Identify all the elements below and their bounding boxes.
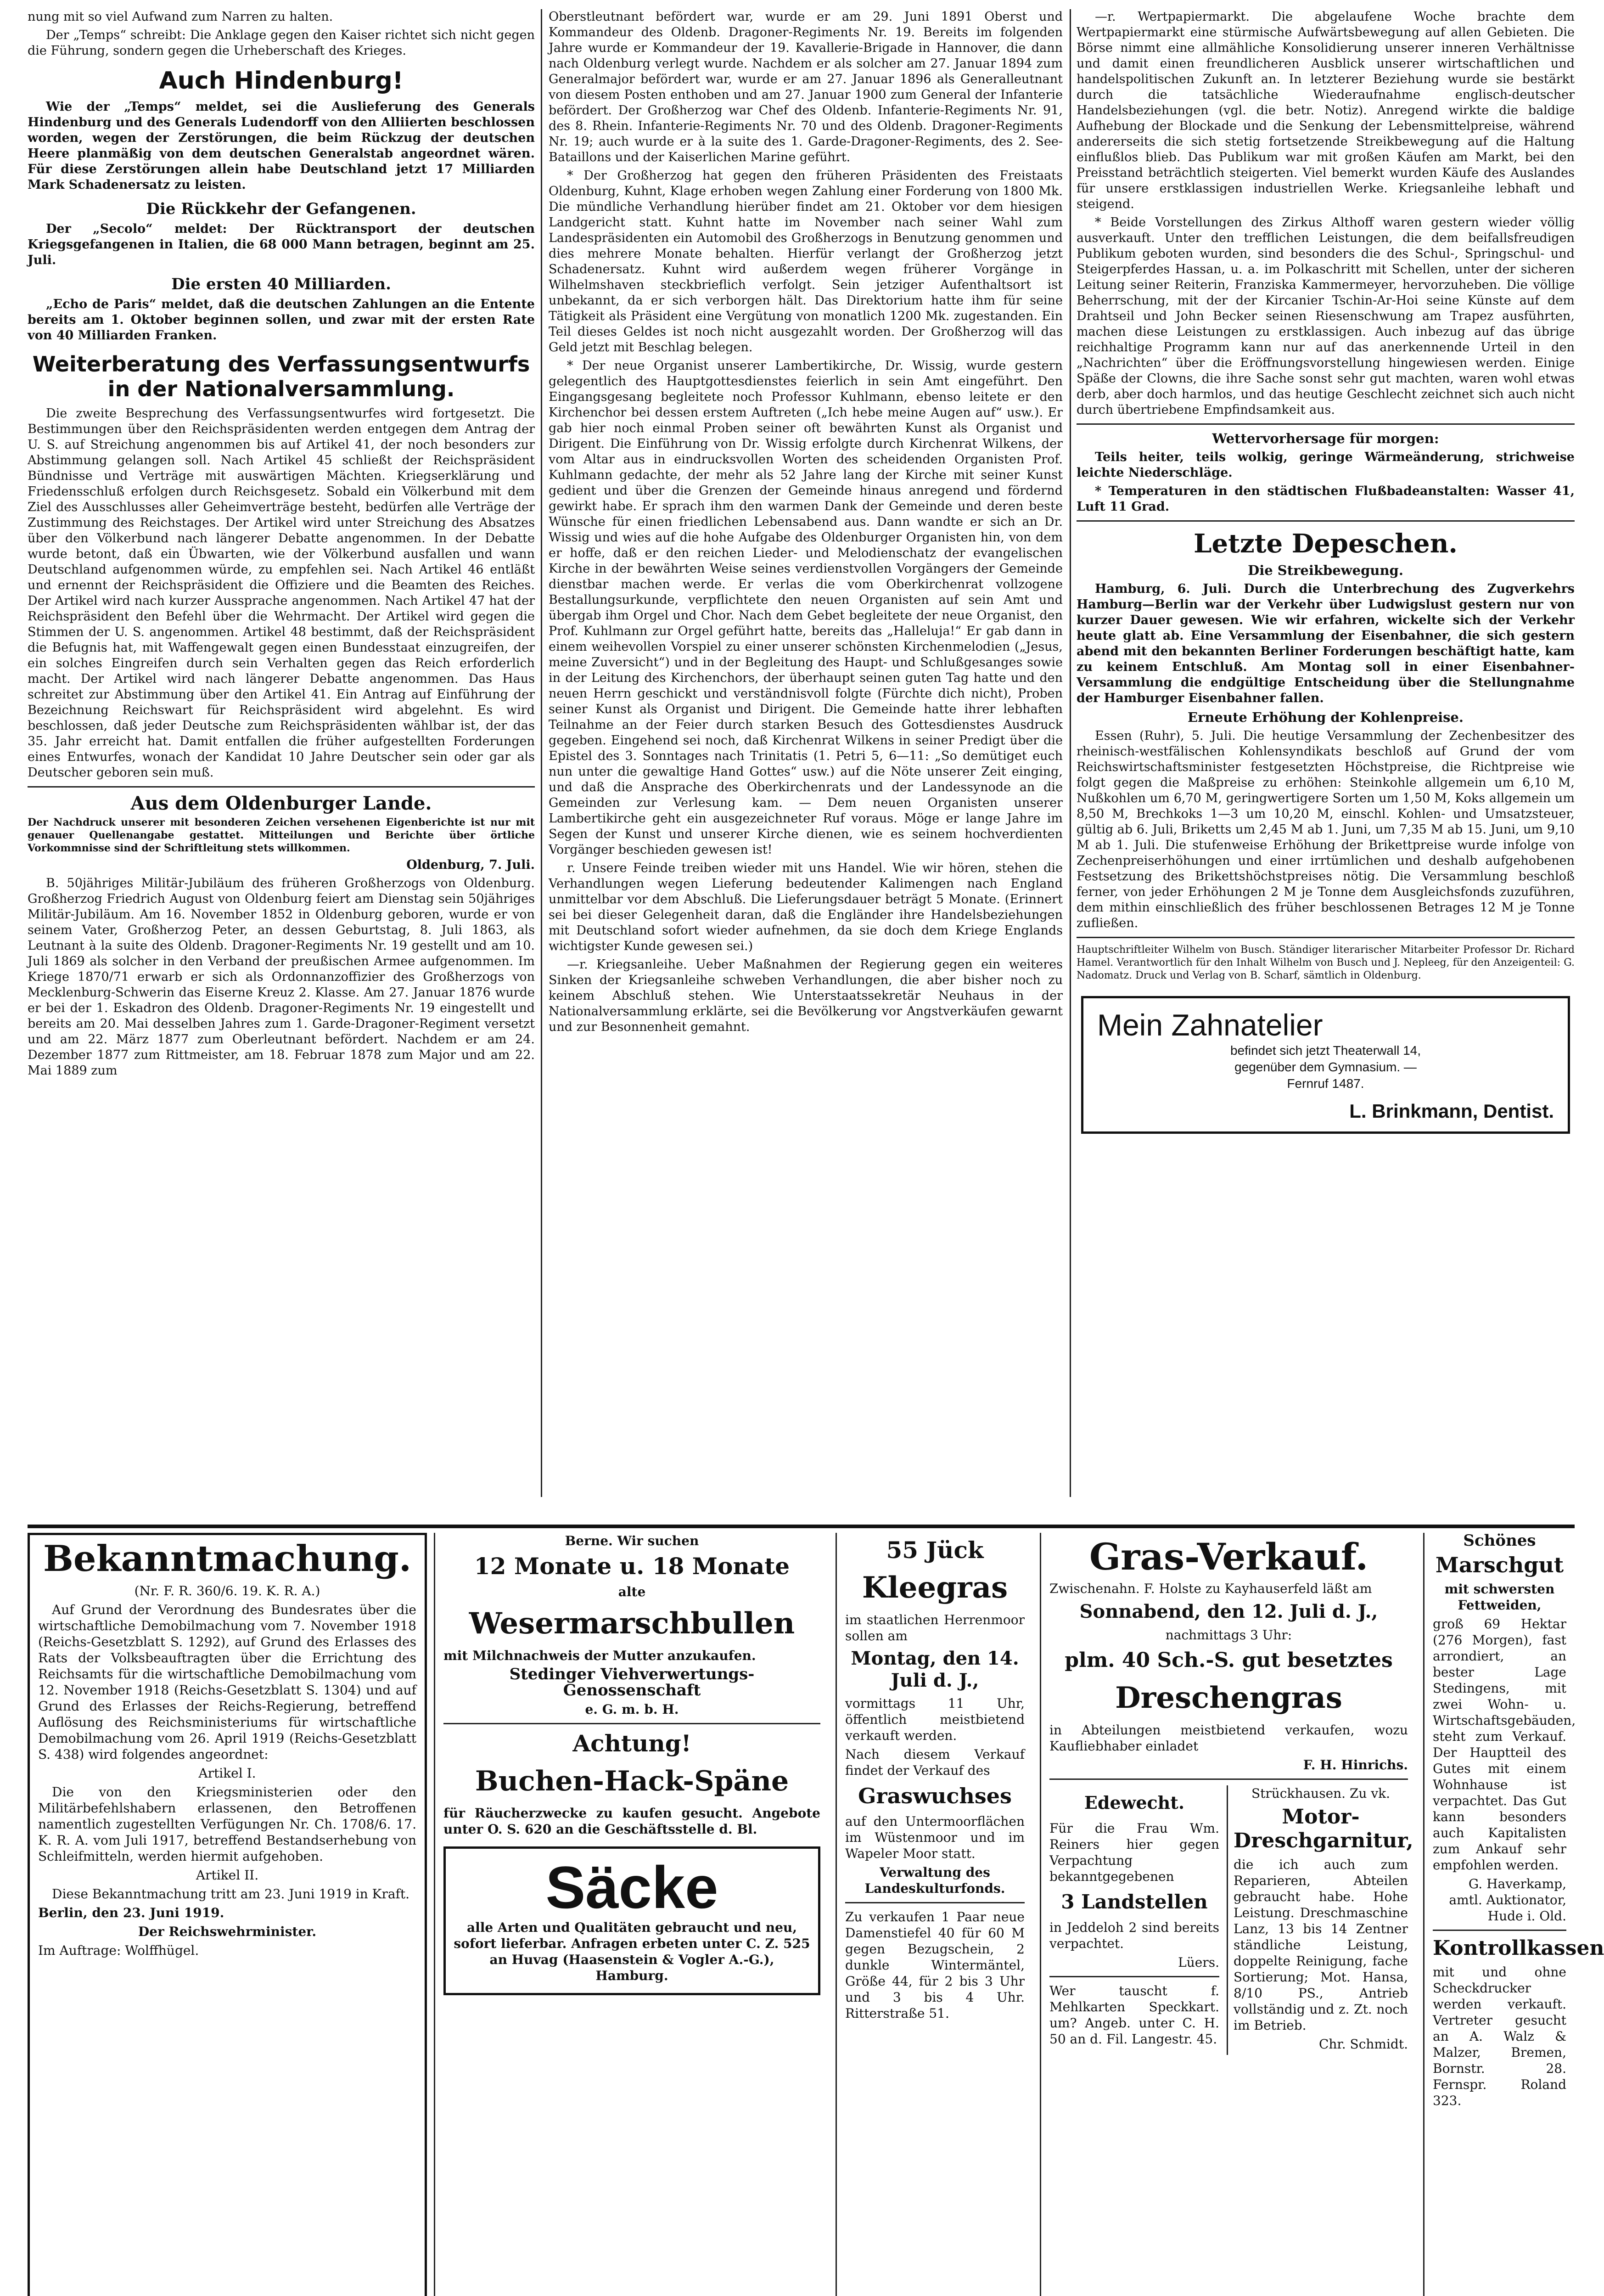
klee-l2: vormittags 11 Uhr, öffentlich meistbietend verkauft werden.	[845, 1696, 1025, 1743]
article-organist: * Der neue Organist unserer Lambertikirche, Dr. Wissig, wurde gestern gelegentlich des Hauptgottesdienstes feierlich in sein Amt eingeführt. Den Eingangsgesang begleitete noch Professor Kuhlmann, ebenso leitete er den Kirchenchor bei dessen erstem Auftreten („Ich hebe meine Augen auf“ usw.). Er gab hier noch einmal Proben seiner oft bewährten Kunst als Organist und Dirigent. Die Einführung von Dr. Wissig erfolgte durch Kirchenrat Wilkens, der vom Altar aus in eindrucksvollen Worten des scheidenden Organisten Prof. Kuhlmann gedachte, der mehr als 52 Jahre lang der Kirche mit seiner Kunst gedient und über die Grenzen der Gemeinde hinaus anregend und fördernd gewirkt habe. Er sprach ihm den warmen Dank der Gemeinde und deren beste Wünsche für einen friedlichen Lebensabend aus. Dann wandte er sich an Dr. Wissig und wies auf die hohe Aufgabe des Oldenburger Organisten hin, von dem er hoffe, daß er den reichen Lieder- und Melodienschatz der evangelischen Kirche in der bewährten Weise seines verdienstvollen Vorgängers der Gemeinde dienstbar machen werde. Er verlas die vom Oberkirchenrat vollzogene Bestallungsurkunde, verpflichtete den neuen Organisten auf sein Amt und übergab ihm Orgel und Chor. Nach dem Gebet begleitete der neue Organist, den Prof. Kuhlmann zur Orgel geführt hatte, bereits das „Halleluja!“ Er gab dann in einem weihevollen Vorspiel zu einer unserer schönsten Kirchenmelodien („Jesus, meine Zuversicht“) und in der Begleitung des Haupt- und Schlußgesanges sowie in der Leitung des Kirchenchors, der überhaupt seinen guten Tag hatte und den neuen Herrn geschickt und verständnisvoll folgte (Fürchte dich nicht), Proben seiner Kunst als Organist und Dirigent. Die Gemeinde hatte ihrer lebhaften Teilnahme an der Feier durch starken Besuch des Gottesdienstes Ausdruck gegeben. Eingehend sei noch, daß Kirchenrat Wilkens in seiner Predigt über die Epistel des 3. Sonntages nach Trinitatis (1. Petri 5, 6—11: „So demütiget euch nun unter die gewaltige Hand Gottes“ usw.) auf die Nöte unserer Zeit einging, und daß die Ansprache des Oberkirchenrats und der Landessynode an die Gemeinden zur Verlesung kam. — Dem neuen Organisten unserer Lambertikirche geht ein ausgezeichneter Ruf voraus. Möge er lange Jahre im Segen der Kunst und unserer Kirche dienen, wie es seinem hochverdienten Vorgänger beschieden gewesen ist!	[549, 359, 1063, 857]
divider	[443, 1723, 820, 1724]
oldenburg-note: Der Nachdruck unserer mit besonderen Zeichen versehenen Eigenberichte ist nur mit genauer Quellenangabe gestattet. Mitteilungen und Berichte über örtliche Vorkommnisse sind der Schriftleitung stets willkommen.	[28, 816, 535, 854]
bek-art2: Artikel II.	[196, 1868, 259, 1883]
article-streik: Hamburg, 6. Juli. Durch die Unterbrechung des Zugverkehrs Hamburg—Berlin war der Verkehr über Ludwigslust gestern nur von kurzer Dauer gewesen. Wie wir erfahren, wickelte sich der Verkehr heute glatt ab. Eine Versammlung der Eisenbahner, die sich gestern abend mit den bekannten Berliner Forderungen beschäftigt hatte, kam zu keinem Entschluß. Am Montag soll in einer Eisenbahner-Versammlung die endgültige Entscheidung über die Stellungnahme der Hamburger Eisenbahner fallen.	[1077, 582, 1575, 705]
ad-bekanntmachung	[28, 1533, 427, 2296]
ad-edewecht	[1049, 1785, 1219, 2055]
bulle-top: Berne. Wir suchen	[565, 1533, 699, 1548]
gras-sig: F. H. Hinrichs.	[1303, 1757, 1408, 1773]
zahn-line-2: gegenüber dem Gymnasium. —	[1234, 1060, 1417, 1074]
ad-motor	[1227, 1785, 1413, 2055]
article-temperatur: * Temperaturen in den städtischen Flußbadeanstalten: Wasser 41, Luft 11 Grad.	[1077, 484, 1575, 514]
ad-grasverkauf	[1040, 1533, 1416, 2296]
zahn-line-3: Fernruf 1487.	[1287, 1076, 1364, 1091]
achtung: Achtung!	[572, 1730, 691, 1757]
marsch-sig: G. Haverkamp, amtl. Auktionator, Hude i. Old.	[1449, 1876, 1566, 1924]
article-wertpapier: —r. Wertpapiermarkt. Die abgelaufene Woche brachte dem Wertpapiermarkt eine stürmische Aufwärtsbewegung auf allen Gebieten. Die Börse nimmt eine allmähliche Konsolidierung unserer inneren Verhältnisse und damit einen freundlicheren Ausblick unserer wirtschaftlichen und handelspolitischen Zukunft an. In letzterer Beziehung wurde sie bestärkt durch die tatsächliche Wiederaufnahme englisch-deutscher Handelsbeziehungen (vgl. die betr. Notiz). Anregend wirkte die baldige Aufhebung der Blockade und die Senkung der Lebensmittelpreise, während andererseits die sich stetig fortsetzende Streikbewegung auf die Haltung einflußlos blieb. Das Publikum war mit großen Käufen am Markt, bei den Preisstand beträchtlich steigerten. Viel bemerkt wurden Käufe des Auslandes für unsere erstklassigen industriellen Werke. Kriegsanleihe lebhaft und steigend.	[1077, 10, 1575, 211]
article-kriegsanleihe: —r. Kriegsanleihe. Ueber Maßnahmen der Regierung gegen ein weiteres Sinken der Kriegsanleihe schweben Verhandlungen, die aber bisher noch zu keinem Abschluß stehen. Wie Unterstaatssekretär Neuhaus in der Nationalversammlung erklärte, sei die Bevölkerung vor Angstverkäufen gewarnt und zur Besonnenheit gemahnt.	[549, 957, 1063, 1034]
bulle-firm2: e. G. m. b. H.	[585, 1702, 679, 1717]
spaene-body: für Räucherzwecke zu kaufen gesucht. Angebote unter O. S. 620 an die Geschäftsstelle d. Bl.	[443, 1806, 820, 1837]
landstellen: 3 Landstellen	[1061, 1891, 1208, 1913]
zahn-line-1: befindet sich jetzt Theaterwall 14,	[1230, 1043, 1421, 1058]
ad-kleegras	[836, 1533, 1033, 2296]
column-3	[1077, 9, 1575, 1511]
divider	[1433, 1930, 1566, 1931]
article-jubilaeum-cont: Oberstleutnant befördert war, wurde er am 29. Juni 1891 Oberst und Kommandeur des Oldenb. Dragoner-Regiments Nr. 19. Bereits im folgenden Jahre wurde er Kommandeur der 19. Kavallerie-Brigade in Hannover, die dann nach Oldenburg verlegt wurde. Nachdem er als solcher am 27. Januar 1894 zum Generalmajor befördert war, wurde er am 27. Januar 1896 als Generalleutnant von diesem Posten enthoben und am 27. Januar 1900 zum General der Infanterie befördert. Der Großherzog war Chef des Oldenb. Infanterie-Regiments Nr. 91, des 8. Rhein. Infanterie-Regiments Nr. 70 und des Oldenb. Dragoner-Regiments Nr. 19; auch wurde er à la suite des 1. Garde-Dragoner-Regiments, des 2. See-Bataillons und der Kaiserlichen Marine geführt.	[549, 10, 1063, 164]
bek-sig2: Im Auftrage: Wolffhügel.	[38, 1943, 199, 1958]
zahn-title: Mein Zahnatelier	[1097, 1008, 1323, 1042]
headline-kohle: Erneute Erhöhung der Kohlenpreise.	[1188, 709, 1464, 725]
marsch-body: groß 69 Hektar (276 Morgen), fast arrondiert, an bester Lage Stedingens, mit zwei Wohn- u. Wirtschaftsgebäuden, steht zum Verkauf. Der Hauptteil des Gutes mit einem Wohnhause ist verpachtet. Das Gut kann besonders auch Kapitalisten zum Ankauf sehr empfohlen werden.	[1433, 1616, 1576, 1873]
column-rule	[1070, 9, 1071, 1497]
divider	[845, 1902, 1025, 1903]
ad-marschgut	[1423, 1531, 1604, 2296]
headline-verfassung: Weiterberatung des Verfassungsentwurfs in der Nationalversammlung.	[32, 352, 530, 401]
ad-saecke	[443, 1846, 820, 1995]
article-kuhnt: * Der Großherzog hat gegen den früheren Präsidenten des Freistaats Oldenburg, Kuhnt, Klage erhoben wegen Zahlung einer Forderung von 1800 Mk. Die mündliche Verhandlung hierüber findet am 21. Oktober vor dem hiesigen Landgericht statt. Kuhnt hatte im November nach seiner Wahl zum Landespräsidenten ein Automobil des Großherzogs in Benutzung genommen und dies mehrere Monate behalten. Hierfür verlangt der Großherzog jetzt Schadenersatz. Kuhnt wird außerdem wegen früherer Vorgänge in Wilhelmshaven steckbrieflich verfolgt. Sein jetziger Aufenthaltsort ist unbekannt, da er sich verborgen hält. Das Direktorium hatte ihm für seine Tätigkeit als Präsident eine Vergütung von monatlich 1200 Mk. zugestanden. Ein Teil dieses Geldes ist noch nicht ausgezahlt worden. Der Großherzog will das Geld jetzt mit Beschlag belegen.	[549, 169, 1063, 355]
article-milliarden: „Echo de Paris“ meldet, daß die deutschen Zahlungen an die Entente bereits am 1. Oktober beginnen sollen, und zwar mit der ersten Rate von 40 Milliarden Franken.	[28, 297, 535, 343]
ad-zahnatelier	[1081, 996, 1570, 1134]
gras-title: Gras-Verkauf.	[1089, 1535, 1368, 1578]
bek-ref: (Nr. F. R. 360/6. 19. K. R. A.)	[134, 1583, 320, 1598]
motor-body: die ich auch zum Reparieren, Abteilen gebraucht habe. Hohe Leistung. Dreschmaschine Lanz, 13 bis 14 Zentner ständliche Leistung, doppelte Reinigung, fache Sortierung; Mot. Hansa, 8/10 PS., Antrieb vollständig und z. Zt. noch im Betrieb.	[1234, 1857, 1408, 2033]
headline-oldenburg: Aus dem Oldenburger Lande.	[130, 793, 432, 814]
marsch-title: Marschgut	[1435, 1553, 1564, 1577]
marsch-sub: mit schwersten Fettweiden,	[1444, 1581, 1555, 1613]
klee-l5: Verwaltung des Landeskulturfonds.	[864, 1865, 1005, 1896]
article-zirkus: * Beide Vorstellungen des Zirkus Althoff waren gestern wieder völlig ausverkauft. Unter den trefflichen Leistungen, die dem beifallsfreudigen Publikum geboten wurden, sind besonders die des Schul-, Springschul- und Steigerpferdes Hassan, u. a. im Polkaschritt mit Schellen, unter der sicheren Leitung seiner Reiterin, Franziska Kammermeyer, hervorzuheben. Die völlige Beherrschung, mit der der Kircanier Tschin-Ar-Hoi seine Künste auf dem Drahtseil und John Becker seinen Riesenschwung am Trapez ausführten, machen diese Leistungen zu erstklassigen. Auch inbezug auf das übrige reichhaltige Programm kann nur auf das anerkennende Urteil in den „Nachrichten“ über die Eröffnungsvorstellung hingewiesen werden. Einige Späße der Clowns, die ihre Sache sonst sehr gut machten, waren wohl etwas derb, aber doch harmlos, und das heutige Geschlecht zeichnet sich auch nicht durch übertriebene Empfindsamkeit aus.	[1077, 215, 1575, 417]
motor-title: Motor-Dreschgarnitur,	[1234, 1805, 1413, 1852]
saecke-body: alle Arten und Qualitäten gebraucht und neu, sofort lieferbar. Anfragen erbeten unter C. Z. 525 an Huvag (Haasenstein & Vogler A.-G.), Hamburg.	[454, 1920, 810, 1983]
spaene-title: Buchen-Hack-Späne	[475, 1765, 789, 1797]
ad-damenstiefel: Zu verkaufen 1 Paar neue Damenstiefel 40 für 60 M gegen Bezugschein, 2 dunkle Wintermäntel, Größe 44, für 2 bis 3 Uhr und 3 bis 4 Uhr. Ritterstraße 51.	[845, 1909, 1025, 2021]
kontroll-body: mit und ohne Scheckdrucker werden verkauft. Vertreter gesucht an A. Walz & Malzer, Bremen, Bornstr. 28. Fernspr. Roland 323.	[1433, 1964, 1566, 2108]
gras-l1: Zwischenahn. F. Holste zu Kayhauserfeld läßt am	[1049, 1581, 1372, 1596]
klee-gras: Graswuchses	[858, 1784, 1012, 1808]
bulle-months: 12 Monate u. 18 Monate	[474, 1553, 790, 1580]
gras-date: Sonnabend, den 12. Juli d. J.,	[1079, 1601, 1378, 1622]
bek-art2-body: Diese Bekanntmachung tritt am 23. Juni 1919 in Kraft.	[52, 1886, 410, 1902]
dateline: Oldenburg, 7. Juli.	[406, 858, 535, 872]
ads-bottom-row	[1049, 1785, 1413, 2055]
article-jubilaeum: B. 50jähriges Militär-Jubiläum des früheren Großherzogs von Oldenburg. Großherzog Friedrich August von Oldenburg feiert am Dienstag sein 50jähriges Militär-Jubiläum. Am 16. November 1852 in Oldenburg geboren, wurde er von seinem Vater, Großherzog Peter, an dessen Geburtstag, 8. Juli 1863, als Leutnant à la suite des Oldenb. Dragoner-Regiments Nr. 19 gestellt und am 10. Juli 1869 als solcher in den Verband der preußischen Armee aufgenommen. Im Kriege 1870/71 erwarb er sich als Ordonnanzoffizier des Großherzogs von Mecklenburg-Schwerin das Eiserne Kreuz 2. Klasse. Am 27. Januar 1876 wurde er bei der 1. Eskadron des Oldenb. Dragoner-Regiments Nr. 19 eingestellt und bereits am 20. Mai desselben Jahres zum 1. Garde-Dragoner-Regiment versetzt und am 22. März 1877 zum Oberleutnant befördert. Nachdem er am 24. Dezember 1877 zum Rittmeister, am 18. Februar 1878 zum Major und am 22. Mai 1889 zum	[28, 876, 535, 1078]
landstellen-sig: Lüers.	[1178, 1955, 1219, 1970]
column-1	[28, 9, 535, 1511]
bulle-alte: alte	[618, 1584, 646, 1599]
edewecht-body: Für die Frau Wm. Reiners hier gegen Verpachtung bekanntgegebenen	[1049, 1821, 1219, 1884]
article-rueckkehr: Der „Secolo“ meldet: Der Rücktransport der deutschen Kriegsgefangenen in Italien, die 68 000 Mann betragen, beginnt am 25. Juli.	[28, 222, 535, 267]
divider	[1049, 1976, 1219, 1977]
klee-l3: Nach diesem Verkauf findet der Verkauf des	[845, 1747, 1025, 1778]
column-2	[549, 9, 1063, 1511]
bek-art1: Artikel I.	[198, 1766, 256, 1781]
divider	[1077, 520, 1575, 522]
ads-section	[28, 1525, 1604, 2296]
gras-l4: in Abteilungen meistbietend verkaufen, wozu Kaufliebhaber einladet	[1049, 1722, 1408, 1754]
headline-streik: Die Streikbewegung.	[1248, 563, 1403, 578]
article-verfassung: Die zweite Besprechung des Verfassungsentwurfes wird fortgesetzt. Die Bestimmungen über den Reichspräsidenten werden entgegen dem Antrag der U. S. auf Streichung angenommen bis auf Artikel 41, der noch besonders zur Abstimmung gelangen soll. Nach Artikel 45 schließt der Reichspräsident Bündnisse und Verträge mit auswärtigen Mächten. Kriegserklärung und Friedensschluß erfolgen durch Reichsgesetz. Sobald ein Völkerbund mit dem Ziel des Ausschlusses aller Geheimverträge besteht, bedürfen alle Verträge der Zustimmung des Reichstages. Der Artikel wird unter Streichung des Absatzes über den Völkerbund nach längerer Debatte angenommen. In der Debatte wurde betont, daß ein Übwarten, wie der Völkerbund ausfallen und wann Deutschland aufgenommen würde, zu empfehlen sei. Nach Artikel 46 entläßt und ernennt der Reichspräsident die Offiziere und die Beamten des Reiches. Der Artikel wird nach kurzer Aussprache angenommen. Nach Artikel 47 hat der Reichspräsident den Befehl über die Wehrmacht. Der Artikel wird gegen die Stimmen der U. S. angenommen. Artikel 48 bestimmt, daß der Reichspräsident die Befugnis hat, mit Waffengewalt gegen einen Bundesstaat einzugreifen, der ein solches Eingreifen durch sein Verhalten gegen das Reich erforderlich macht. Der Artikel wird nach längerer Debatte angenommen. Das Haus schreitet zur Abstimmung über den Artikel 41. Ein Antrag auf Einführung der Bezeichnung Reichswart für Reichspräsident wird abgelehnt. Es wird beschlossen, daß jeder Deutsche zum Reichspräsidenten wählbar ist, der das 35. Jahr erreicht hat. Damit entfallen die früher aufgestellten Forderungen eines Entwurfes, wonach der Kandidat 10 Jahre Deutscher sein oder gar als Deutscher geboren sein muß.	[28, 406, 535, 780]
bulle-title: Wesermarschbullen	[469, 1606, 795, 1641]
article-hindenburg: Wie der „Temps“ meldet, sei die Auslieferung des Generals Hindenburg und des Generals Ludendorff von den Alliierten beschlossen worden, wegen der Zerstörungen, die beim Rückzug der deutschen Heere planmäßig von dem deutschen Generalstab angeordnet wären. Für diese Zerstörungen allein habe Deutschland jetzt 17 Milliarden Mark Schadenersatz zu leisten.	[28, 100, 535, 192]
article-wetter: Teils heiter, teils wolkig, geringe Wärmeänderung, strichweise leichte Niederschläge.	[1077, 450, 1575, 480]
klee-title: Kleegras	[862, 1570, 1008, 1605]
saecke-title: Säcke	[545, 1854, 718, 1921]
bek-sig1: Der Reichswehrminister.	[138, 1924, 317, 1939]
headline-milliarden: Die ersten 40 Milliarden.	[171, 275, 391, 293]
impressum: Hauptschriftleiter Wilhelm von Busch. Ständiger literarischer Mitarbeiter Professor Dr. Richard Hamel. Verantwortlich für den Inhalt Wilhelm von Busch und J. Nepleeg, für den Anzeigenteil: G. Nadomatz. Druck und Verlag von B. Scharf, sämtlich in Oldenburg.	[1077, 944, 1575, 981]
gras-l2: nachmittags 3 Uhr:	[1165, 1627, 1292, 1643]
article-temps: Der „Temps“ schreibt: Die Anklage gegen den Kaiser richtet sich nicht gegen die Führung, sondern gegen die Urheberschaft des Krieges.	[28, 28, 535, 58]
marsch-top: Schönes	[1463, 1531, 1536, 1550]
headline-wetter: Wettervorhersage für morgen:	[1212, 431, 1439, 446]
bek-date: Berlin, den 23. Juni 1919.	[38, 1905, 224, 1920]
article-kohle: Essen (Ruhr), 5. Juli. Die heutige Versammlung der Zechenbesitzer des rheinisch-westfälischen Kohlensyndikats beschloß auf Grund der vom Reichswirtschaftsminister festgesetzten Höchstpreise, die Richtpreise wie folgt gegen die Maßpreise zu erhöhen: Steinkohle allgemein um 6,10 M, Nußkohlen um 6,70 M, geringwertigere Sorten um 1,50 M, Koks allgemein um 8,50 M, Brechkoks 1—3 um 10,20 M, einschl. Kohlen- und Umsatzsteuer, gültig ab 6. Juli, Briketts um 2,45 M ab 1. Juni, um 7,35 M ab 15. Juni, um 9,10 M ab 1. Juli. Die stufenweise Erhöhung der Brikettpreise wurde infolge von Zechenpreiserhöhungen und einer irrtümlichen und deshalb aufgehobenen Festsetzung des Brikettshöchstpreises nötig. Die Versammlung beschloß ferner, von jeder Erhöhungen 2 M je Tonne dem Ausgleichsfonds zuzuführen, dem mithin einschließlich des früher beschlossenen Betrages 12 M je Tonne zufließen.	[1077, 729, 1575, 930]
ad-tausch: Wer tauscht f. Mehlkarten Speckkart. um? Angeb. unter C. H. 50 an d. Fil. Langestr. 45.	[1049, 1983, 1219, 2047]
bulle-firm: Stedinger Viehverwertungs-Genossenschaft	[509, 1665, 755, 1699]
kontroll-title: Kontrollkassen	[1433, 1936, 1604, 1960]
bek-title: Bekanntmachung.	[43, 1538, 411, 1580]
motor-sig: Chr. Schmidt.	[1318, 2037, 1408, 2052]
landstellen-body: in Jeddeloh 2 sind bereits verpachtet.	[1049, 1920, 1219, 1951]
gras-title2: Dreschengras	[1115, 1681, 1342, 1715]
divider	[1049, 1778, 1408, 1780]
article-handel: r. Unsere Feinde treiben wieder mit uns Handel. Wie wir hören, stehen die Verhandlungen wegen Lieferung bedeutender Kalimengen nach England unmittelbar vor dem Abschluß. Die Lieferungsdauer beträgt 5 Monate. (Erinnert sei bei dieser Gelegenheit daran, daß die Engländer ihre Handelsbeziehungen mit Deutschland sofort wieder aufnehmen, da sie doch dem Kriege Englands wichtigster Kunde gewesen sei.)	[549, 861, 1063, 953]
gras-l3: plm. 40 Sch.-S. gut besetztes	[1065, 1649, 1393, 1672]
divider	[28, 786, 535, 788]
zahn-signature: L. Brinkmann, Dentist.	[1349, 1100, 1554, 1122]
divider	[1077, 937, 1575, 938]
column-rule	[541, 9, 542, 1497]
ad-bullen	[434, 1533, 829, 2296]
klee-l1: im staatlichen Herrenmoor sollen am	[845, 1612, 1025, 1643]
klee-date: Montag, den 14. Juli d. J.,	[851, 1648, 1019, 1691]
article-intro: nung mit so viel Aufwand zum Narren zu halten.	[28, 10, 333, 24]
bulle-body: mit Milchnachweis der Mutter anzukaufen.	[443, 1648, 756, 1663]
edewecht-title: Edewecht.	[1084, 1792, 1185, 1813]
headline-depeschen: Letzte Depeschen.	[1194, 529, 1458, 559]
motor-top: Strückhausen. Zu vk.	[1251, 1786, 1391, 1801]
klee-top: 55 Jück	[886, 1536, 984, 1564]
bek-body: Auf Grund der Verordnung des Bundesrates über die wirtschaftliche Demobilmachung vom 7. November 1918 (Reichs-Gesetzblatt S. 1292), auf Grund des Erlasses des Rats der Volksbeauftragten über die Errichtung des Reichsamts für die wirtschaftliche Demobilmachung vom 12. November 1918 (Reichs-Gesetzblatt S. 1304) und auf Grund des Erlasses der Reichs-Regierung, betreffend Auflösung des Reichsministeriums für wirtschaftliche Demobilmachung vom 26. April 1919 (Reichs-Gesetzblatt S. 438) wird folgendes angeordnet:	[38, 1602, 416, 1762]
bek-art1-body: Die von den Kriegsministerien oder den Militärbefehlshabern erlassenen, den Betroffenen namentlich zugestellten Verfügungen Nr. Ch. 1708/6. 17. K. R. A. vom Juli 1917, betreffend Bestandserhebung von Schleifmitteln, werden hiermit aufgehoben.	[38, 1784, 416, 1864]
klee-l4: auf den Untermoorflächen im Wüstenmoor und im Wapeler Moor statt.	[845, 1814, 1025, 1861]
headline-hindenburg: Auch Hindenburg!	[159, 67, 404, 95]
divider	[1077, 423, 1575, 425]
headline-rueckkehr: Die Rückkehr der Gefangenen.	[146, 200, 416, 218]
